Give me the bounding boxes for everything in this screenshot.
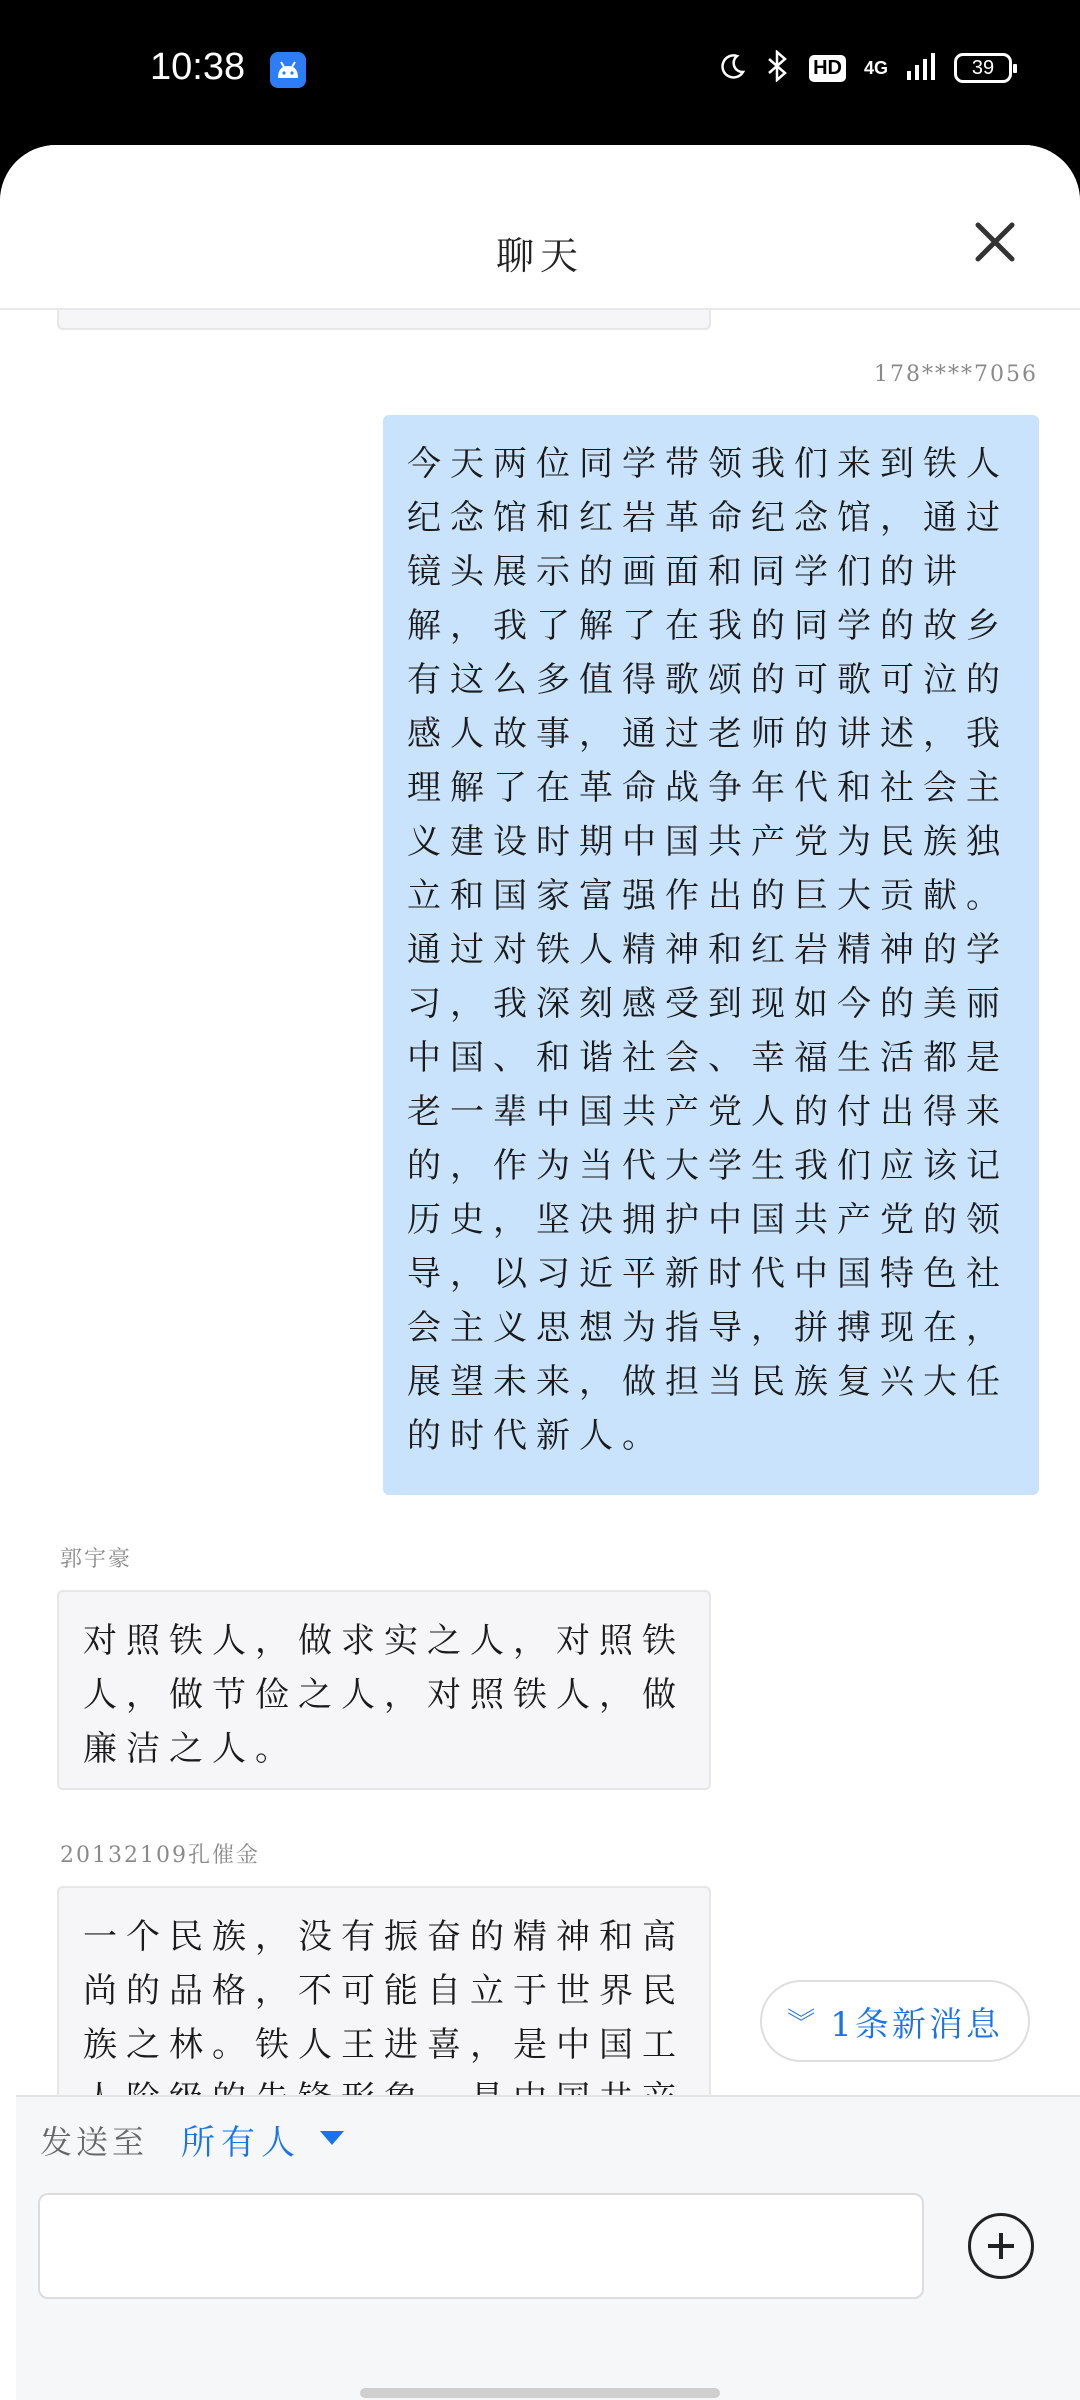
battery-icon: 39 — [954, 53, 1012, 83]
new-messages-label: 1条新消息 — [830, 2004, 1003, 2045]
plus-circle-icon[interactable] — [968, 2213, 1034, 2279]
signal-icon — [906, 51, 936, 85]
sheet-header — [0, 145, 1080, 310]
message-sender: 20132109孔催金 — [60, 1843, 260, 1868]
bluetooth-icon — [765, 50, 791, 86]
close-button[interactable] — [970, 217, 1020, 267]
new-messages-button[interactable] — [760, 1980, 1030, 2062]
moon-icon — [719, 52, 747, 84]
status-time: 10:38 — [150, 46, 246, 88]
close-icon — [970, 217, 1020, 267]
message-sender: 郭宇豪 — [60, 1547, 133, 1572]
status-icons — [719, 50, 1012, 86]
message-bubble[interactable]: 一个民族，没有振奋的精神和高尚的品格，不可能自立于世界民族之林。铁人王进喜，是中国工 — [57, 1886, 711, 2240]
message-list[interactable] — [0, 310, 1080, 2240]
network-type: 4G — [863, 58, 888, 78]
message-sender: 178****7056 — [874, 362, 1038, 387]
recipient-selector[interactable]: 所有人 — [181, 2123, 301, 2163]
caret-down-icon[interactable] — [320, 2131, 344, 2145]
page-title: 聊天 — [495, 234, 584, 278]
message-bubble-mine[interactable]: 今天两位同学带领我们来到铁人纪念馆和红岩革命纪念馆，通过镜头展示的画面和同学们的讲解，我了解了在我的同学的故乡有这么多值得歌颂的可歌可泣的感人故事，通过老师的讲述，我理解了在革命战争年代和社会主义建设时期中国共产党为民族独立和国家富强作出的巨大贡献。通过对铁人精神和红岩精神的学习，我深刻感受到现如今的美丽中国、和谐社会、幸福生活都是老一辈中国共产党人的付出得来的，作为当代大学生我们应该记历史，坚决拥护中国共产党的领导，以习近平新时代中国特色社会主义思想为指导，拼搏现在，展望未来，做担当民族复兴大任的时代新人。 — [383, 415, 1039, 1495]
chat-sheet — [0, 145, 1080, 2400]
previous-message-bubble — [57, 310, 711, 330]
message-bubble[interactable]: 对照铁人，做求实之人，对照铁人，做节俭之人，对照铁人，做廉洁之人。 — [57, 1590, 711, 1790]
double-chevron-down-icon: ︾ — [787, 2006, 819, 2039]
message-composer — [16, 2095, 1080, 2400]
status-bar — [0, 0, 1080, 145]
android-app-icon — [270, 52, 306, 88]
hd-badge: HD — [809, 55, 846, 82]
message-input[interactable] — [38, 2193, 924, 2299]
home-indicator[interactable] — [360, 2388, 720, 2398]
send-to-label: 发送至 — [40, 2123, 149, 2161]
